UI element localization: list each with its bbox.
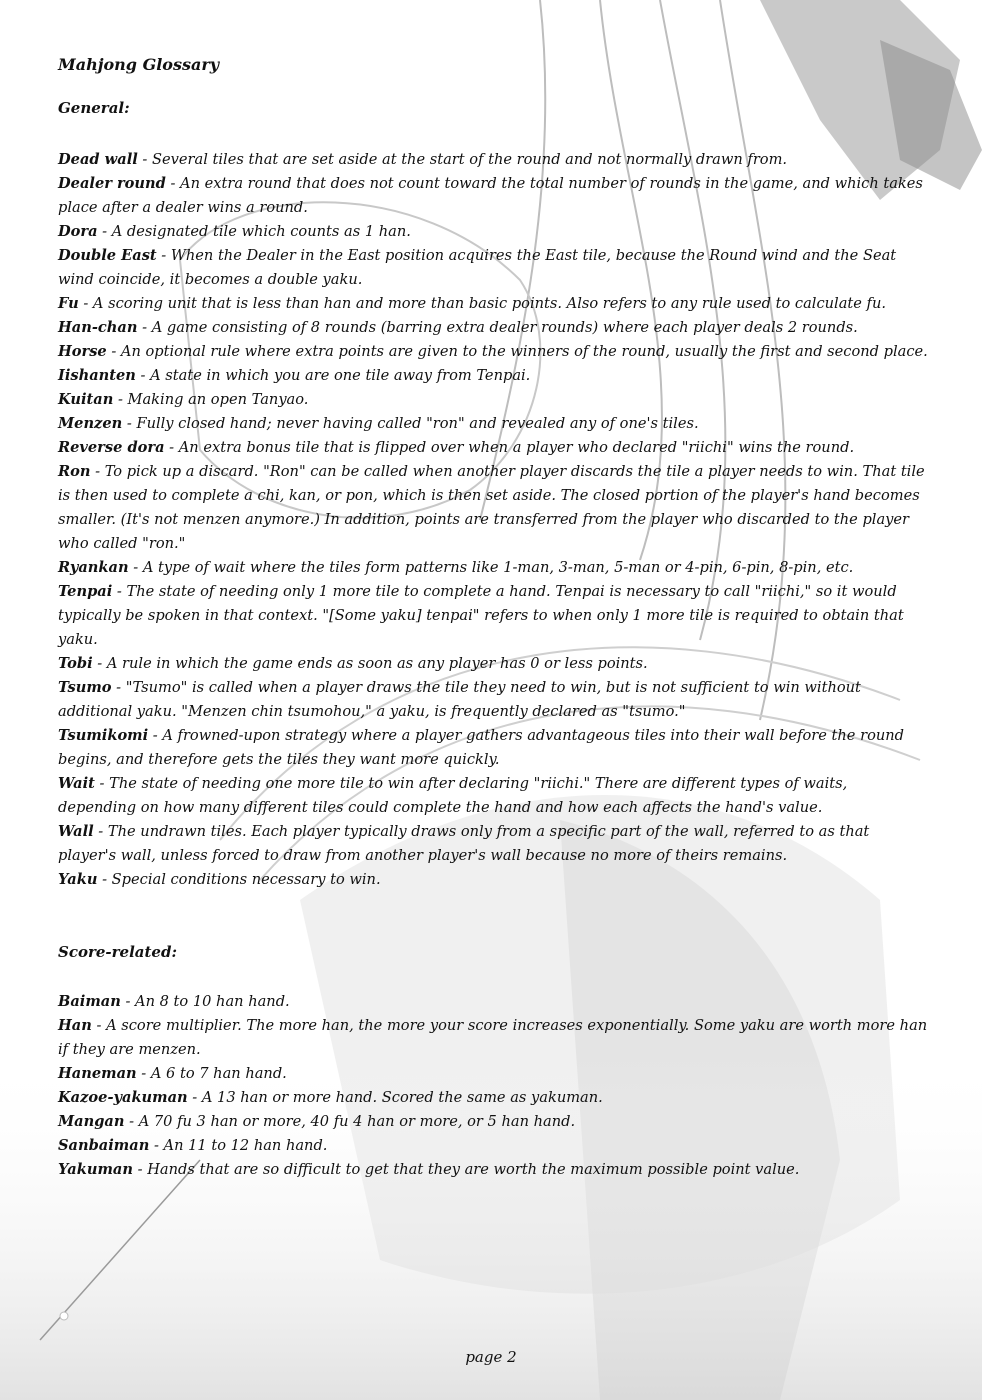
glossary-entry — [58, 220, 928, 244]
score-related-entries — [58, 990, 928, 1182]
glossary-entry — [58, 556, 928, 580]
glossary-entry — [58, 724, 928, 772]
glossary-entry — [58, 316, 928, 340]
glossary-definition: - An 8 to 10 han hand. — [120, 993, 290, 1010]
glossary-term: Dead wall — [58, 151, 138, 168]
glossary-term: Iishanten — [58, 367, 136, 384]
glossary-definition: - When the Dealer in the East position acquires the East tile, because the Round wind and the Seat wind coincide, it becomes a double yaku. — [58, 247, 897, 288]
glossary-entry — [58, 652, 928, 676]
glossary-definition: - An optional rule where extra points are given to the winners of the round, usually the first and second place. — [106, 343, 928, 360]
glossary-term: Menzen — [58, 415, 123, 432]
general-entries — [58, 148, 928, 892]
glossary-entry — [58, 1062, 928, 1086]
glossary-entry — [58, 868, 928, 892]
glossary-entry — [58, 676, 928, 724]
glossary-definition: - Hands that are so difficult to get that they are worth the maximum possible point value. — [132, 1161, 800, 1178]
glossary-term: Reverse dora — [58, 439, 165, 456]
glossary-entry — [58, 340, 928, 364]
glossary-term: Horse — [58, 343, 107, 360]
glossary-term: Han-chan — [58, 319, 138, 336]
sparkle-icon — [60, 1312, 68, 1320]
glossary-term: Mangan — [58, 1113, 125, 1130]
glossary-term: Tenpai — [58, 583, 113, 600]
glossary-definition: - An extra round that does not count toward the total number of rounds in the game, and which takes place after a dealer wins a round. — [58, 175, 923, 216]
glossary-entry — [58, 460, 928, 556]
page-number: page 2 — [465, 1348, 517, 1366]
glossary-definition: - A frowned-upon strategy where a player gathers advantageous tiles into their wall before the round begins, and therefore gets the tiles they want more quickly. — [58, 727, 904, 768]
glossary-term: Tobi — [58, 655, 93, 672]
glossary-term: Ryankan — [58, 559, 129, 576]
glossary-definition: - A 70 fu 3 han or more, 40 fu 4 han or more, or 5 han hand. — [124, 1113, 576, 1130]
glossary-entry — [58, 172, 928, 220]
glossary-entry — [58, 388, 928, 412]
glossary-definition: - "Tsumo" is called when a player draws the tile they need to win, but is not sufficient to win without additional yaku. "Menzen chin tsumohou," a yaku, is frequently declared as "tsumo." — [58, 679, 861, 720]
glossary-term: Yakuman — [58, 1161, 133, 1178]
glossary-entry — [58, 772, 928, 820]
glossary-entry — [58, 990, 928, 1014]
glossary-content — [58, 52, 928, 1182]
glossary-definition: - A game consisting of 8 rounds (barring extra dealer rounds) where each player deals 2 rounds. — [137, 319, 858, 336]
glossary-definition: - A 6 to 7 han hand. — [136, 1065, 287, 1082]
glossary-term: Dora — [58, 223, 98, 240]
glossary-term: Wait — [58, 775, 95, 792]
glossary-term: Ron — [58, 463, 91, 480]
glossary-definition: - A scoring unit that is less than han and more than basic points. Also refers to any rule used to calculate fu. — [78, 295, 886, 312]
glossary-entry — [58, 1158, 928, 1182]
glossary-definition: - An 11 to 12 han hand. — [149, 1137, 328, 1154]
glossary-definition: - The undrawn tiles. Each player typically draws only from a specific part of the wall, referred to as that player's wall, unless forced to draw from another player's wall because no more of theirs remains. — [58, 823, 870, 864]
glossary-entry — [58, 412, 928, 436]
glossary-entry — [58, 1014, 928, 1062]
glossary-entry — [58, 1086, 928, 1110]
glossary-definition: - A 13 han or more hand. Scored the same as yakuman. — [187, 1089, 603, 1106]
glossary-term: Sanbaiman — [58, 1137, 150, 1154]
glossary-definition: - Several tiles that are set aside at the start of the round and not normally drawn from. — [137, 151, 788, 168]
glossary-definition: - A score multiplier. The more han, the more your score increases exponentially. Some yaku are worth more han if they are menzen. — [58, 1017, 928, 1058]
glossary-definition: - Special conditions necessary to win. — [97, 871, 381, 888]
section-heading-score-related: Score-related: — [58, 943, 178, 961]
glossary-term: Tsumo — [58, 679, 112, 696]
glossary-entry — [58, 292, 928, 316]
glossary-entry — [58, 820, 928, 868]
glossary-entry — [58, 364, 928, 388]
glossary-term: Yaku — [58, 871, 98, 888]
section-heading-general: General: — [58, 99, 130, 117]
glossary-definition: - A designated tile which counts as 1 han. — [97, 223, 411, 240]
glossary-term: Kazoe-yakuman — [58, 1089, 188, 1106]
page-title: Mahjong Glossary — [58, 55, 220, 74]
glossary-entry — [58, 436, 928, 460]
glossary-term: Double East — [58, 247, 157, 264]
glossary-term: Fu — [58, 295, 79, 312]
glossary-definition: - Making an open Tanyao. — [113, 391, 309, 408]
glossary-definition: - The state of needing one more tile to win after declaring "riichi." There are different types of waits, depending on how many different tiles could complete the hand and how each affects the hand's value. — [58, 775, 848, 816]
glossary-definition: - To pick up a discard. "Ron" can be called when another player discards the tile a player needs to win. That tile is then used to complete a chi, kan, or pon, which is then set aside. The closed portion of the player's hand becomes smaller. (It's not menzen anymore.) In addition, points are transferred from the player who discarded to the player who called "ron." — [58, 463, 925, 552]
glossary-definition: - A type of wait where the tiles form patterns like 1-man, 3-man, 5-man or 4-pin, 6-pin, 8-pin, etc. — [128, 559, 854, 576]
glossary-entry — [58, 1134, 928, 1158]
glossary-term: Han — [58, 1017, 92, 1034]
glossary-term: Baiman — [58, 993, 121, 1010]
glossary-entry — [58, 148, 928, 172]
glossary-term: Wall — [58, 823, 94, 840]
glossary-definition: - A state in which you are one tile away from Tenpai. — [135, 367, 531, 384]
glossary-definition: - Fully closed hand; never having called "ron" and revealed any of one's tiles. — [122, 415, 699, 432]
glossary-entry — [58, 1110, 928, 1134]
glossary-term: Tsumikomi — [58, 727, 149, 744]
glossary-entry — [58, 580, 928, 652]
glossary-term: Kuitan — [58, 391, 114, 408]
glossary-definition: - An extra bonus tile that is flipped over when a player who declared "riichi" wins the round. — [164, 439, 855, 456]
glossary-entry — [58, 244, 928, 292]
glossary-term: Dealer round — [58, 175, 166, 192]
glossary-definition: - The state of needing only 1 more tile to complete a hand. Tenpai is necessary to call "riichi," so it would typically be spoken in that context. "[Some yaku] tenpai" refers to when only 1 more tile is required to obtain that yaku. — [58, 583, 904, 648]
glossary-term: Haneman — [58, 1065, 137, 1082]
glossary-definition: - A rule in which the game ends as soon as any player has 0 or less points. — [92, 655, 648, 672]
